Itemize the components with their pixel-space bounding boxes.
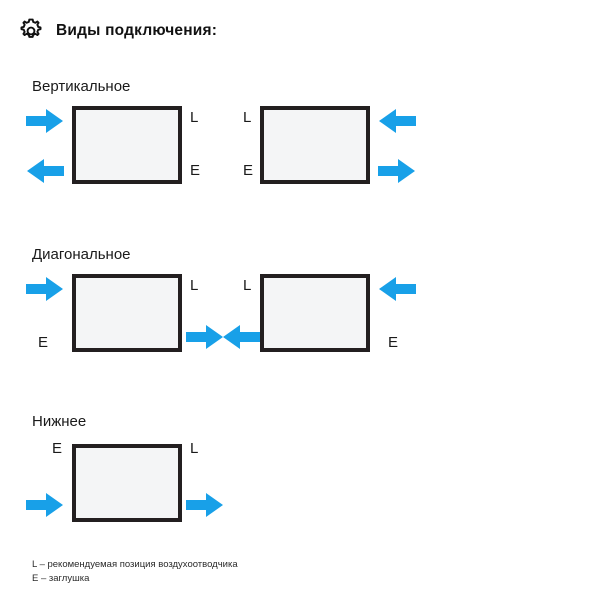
arrow-inlet-vertical-left: [26, 108, 64, 134]
label-bottom-L: L: [190, 440, 199, 457]
label-vertical-right-L: L: [243, 109, 252, 126]
label-vertical-left-E: E: [190, 162, 201, 179]
label-vertical-right-E: E: [243, 162, 254, 179]
radiator-diagonal-left: [72, 274, 182, 352]
page-title: Виды подключения:: [56, 22, 218, 39]
arrow-outlet-diagonal-left: [186, 324, 224, 350]
arrow-inlet-bottom-left: [26, 492, 64, 518]
arrow-outlet-bottom-right: [186, 492, 224, 518]
section-title-vertical: Вертикальное: [32, 78, 131, 95]
arrow-inlet-vertical-right: [378, 108, 416, 134]
gear-icon: [18, 18, 44, 44]
radiator-diagonal-right: [260, 274, 370, 352]
arrow-outlet-diagonal-right: [222, 324, 260, 350]
arrow-outlet-vertical-right: [378, 158, 416, 184]
arrow-inlet-diagonal-right: [378, 276, 416, 302]
radiator-vertical-left: [72, 106, 182, 184]
label-diagonal-left-E: E: [38, 334, 49, 351]
label-vertical-left-L: L: [190, 109, 199, 126]
label-bottom-E: E: [52, 440, 63, 457]
label-diagonal-left-L: L: [190, 277, 199, 294]
arrow-outlet-vertical-left: [26, 158, 64, 184]
label-diagonal-right-L: L: [243, 277, 252, 294]
radiator-vertical-right: [260, 106, 370, 184]
radiator-bottom: [72, 444, 182, 522]
label-diagonal-right-E: E: [388, 334, 399, 351]
legend-line-1: L – рекомендуемая позиция воздухоотводчика: [32, 559, 238, 570]
legend-line-2: E – заглушка: [32, 573, 90, 584]
arrow-inlet-diagonal-left: [26, 276, 64, 302]
section-title-bottom: Нижнее: [32, 413, 87, 430]
header: [18, 18, 217, 44]
section-title-diagonal: Диагональное: [32, 246, 131, 263]
